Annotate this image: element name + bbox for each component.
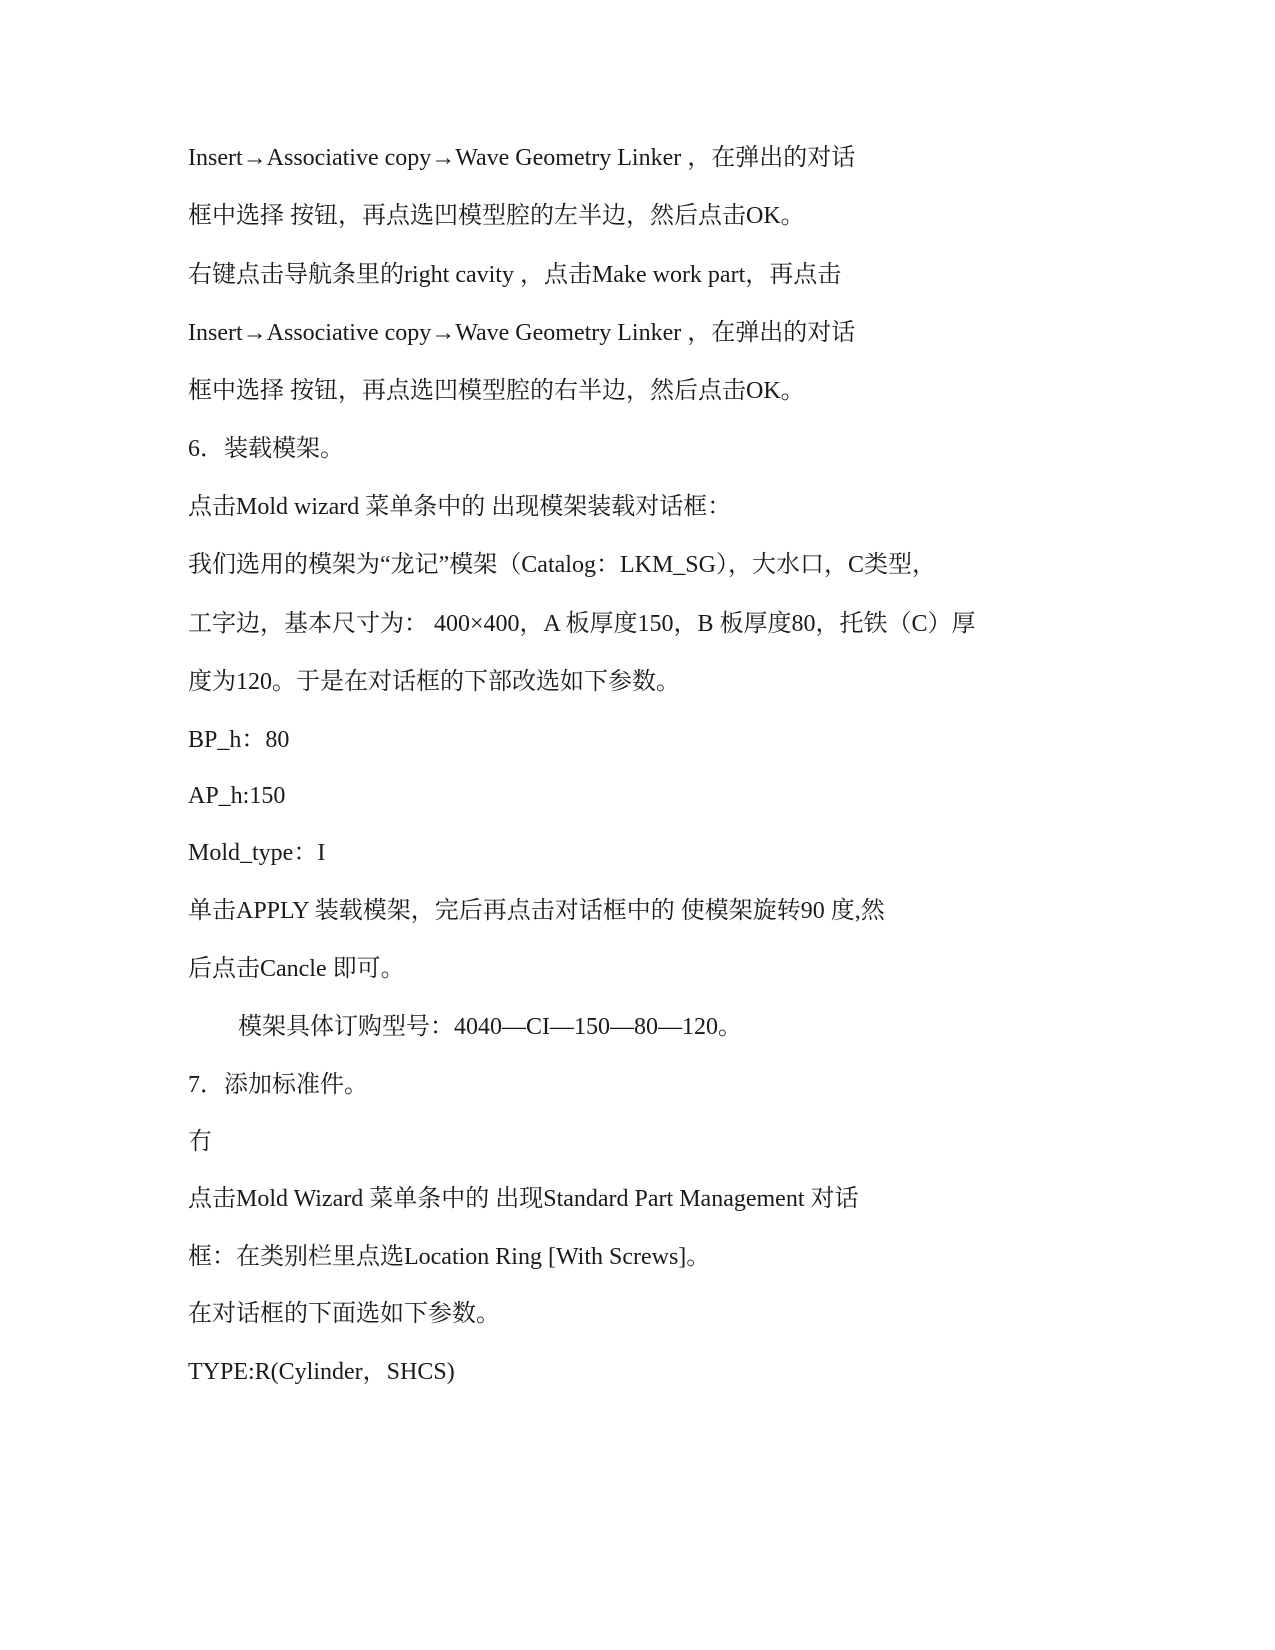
text-line: 框中选择 按钮，再点选凹模型腔的左半边，然后点击OK。 <box>188 203 805 229</box>
text-line: 工字边，基本尺寸为： 400×400，A 板厚度150，B 板厚度80，托铁（C）厚 <box>188 611 976 637</box>
text-line: 在对话框的下面选如下参数。 <box>188 1301 500 1327</box>
text-line: 点击Mold wizard 菜单条中的 出现模架装载对话框： <box>188 494 732 520</box>
parameter-line: Mold_type：I <box>188 840 326 866</box>
parameter-line: BP_h：80 <box>188 727 290 753</box>
text-line: 框：在类别栏里点选Location Ring [With Screws]。 <box>188 1244 711 1270</box>
section-heading: 6．装载模架。 <box>188 436 344 462</box>
section-heading: 7．添加标准件。 <box>188 1072 368 1098</box>
text-line: 模架具体订购型号：4040—CI—150—80—120。 <box>238 1014 742 1040</box>
text-line: 我们选用的模架为“龙记”模架（Catalog：LKM_SG），大水口，C类型， <box>188 552 936 578</box>
text-line: Insert→Associative copy→Wave Geometry Linker ，在弹出的对话 <box>188 320 856 346</box>
text-line: 点击Mold Wizard 菜单条中的 出现Standard Part Management 对话 <box>188 1186 859 1212</box>
text-line: 度为120。于是在对话框的下部改选如下参数。 <box>188 669 680 695</box>
text-line: 框中选择 按钮，再点选凹模型腔的右半边，然后点击OK。 <box>188 378 805 404</box>
parameter-line: TYPE:R(Cylinder，SHCS) <box>188 1359 455 1385</box>
text-line: 单击APPLY 装载模架，完后再点击对话框中的 使模架旋转90 度,然 <box>188 898 885 924</box>
parameter-line: AP_h:150 <box>188 783 286 809</box>
text-line: 后点击Cancle 即可。 <box>188 956 405 982</box>
text-line: 冇 <box>188 1129 212 1155</box>
text-line: 右键点击导航条里的right cavity ，点击Make work part，再点击 <box>188 262 842 288</box>
text-line: Insert→Associative copy→Wave Geometry Linker ，在弹出的对话 <box>188 145 856 171</box>
